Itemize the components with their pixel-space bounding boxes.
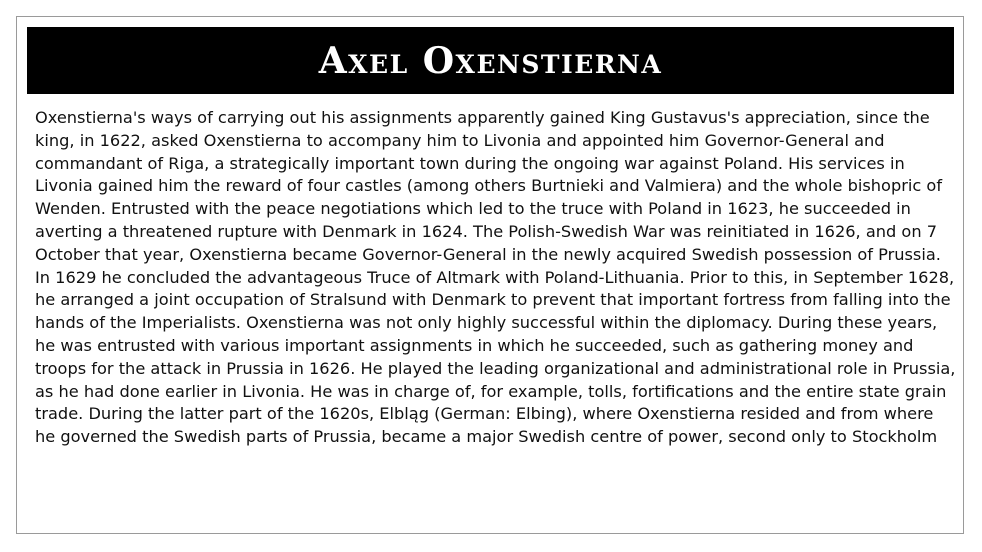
biography-card [16,16,964,534]
page-title: Axel Oxenstierna [318,39,663,82]
biography-paragraph: Oxenstierna's ways of carrying out his assignments apparently gained King Gustavus's appreciation, since the king, in 1622, asked Oxenstierna to accompany him to Livonia and appointed him Governor-General and commandant of Riga, a strategically important town during the ongoing war against Poland. His services in Livonia gained him the reward of four castles (among others Burtnieki and Valmiera) and the whole bishopric of Wenden. Entrusted with the peace negotiations which led to the truce with Poland in 1623, he succeeded in averting a threatened rupture with Denmark in 1624. The Polish-Swedish War was reinitiated in 1626, and on 7 October that year, Oxenstierna became Governor-General in the newly acquired Swedish possession of Prussia. In 1629 he concluded the advantageous Truce of Altmark with Poland-Lithuania. Prior to this, in September 1628, he arranged a joint occupation of Stralsund with Denmark to prevent that important fortress from falling into the hands of the Imperialists. Oxenstierna was not only highly successful within the diplomacy. During these years, he was entrusted with various important assignments in which he succeeded, such as gathering money and troops for the attack in Prussia in 1626. He played the leading organizational and administrational role in Prussia, as he had done earlier in Livonia. He was in charge of, for example, tolls, fortifications and the entire state grain trade. During the latter part of the 1620s, Elbląg (German: Elbing), where Oxenstierna resided and from where he governed the Swedish parts of Prussia, became a major Swedish centre of power, second only to Stockholm [35,108,956,447]
title-banner [27,27,954,94]
